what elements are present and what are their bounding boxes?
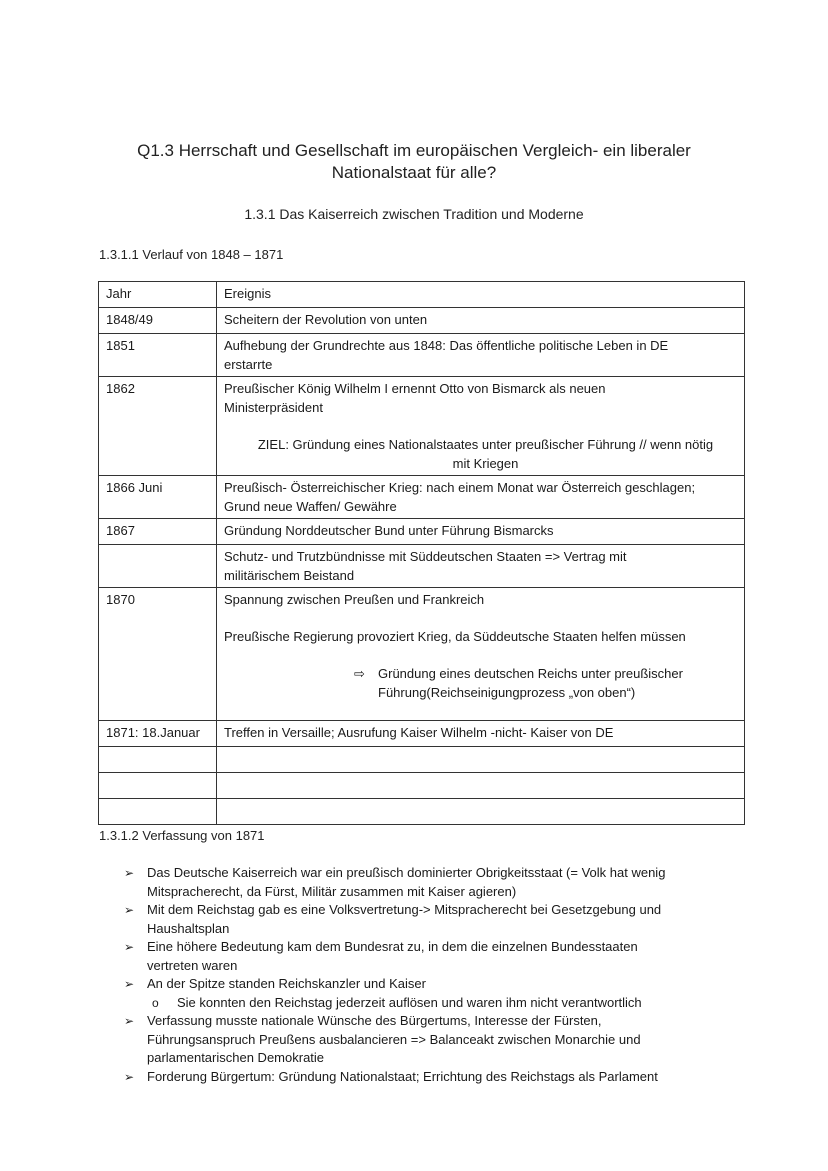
- arrow-bullet-icon: ➢: [124, 940, 135, 954]
- arrow-bullet-icon: ➢: [124, 1069, 135, 1084]
- table-row-empty: [99, 747, 745, 773]
- list-item: ➢ Mit dem Reichstag gab es eine Volksvertretung-> Mitspracherecht bei Gesetzgebung und Haushaltsplan: [124, 902, 662, 936]
- arrow-bullet-icon: ➢: [124, 866, 135, 880]
- table-row: [99, 721, 745, 747]
- event-cell: Preußischer König Wilhelm I ernennt Otto von Bismarck als neuen Ministerpräsident ZIEL: Gründung eines Nationalstaates unter preußischer Führung // wenn nötig mit Kriegen: [217, 377, 745, 476]
- year-cell: 1851: [99, 334, 217, 377]
- list-item: ➢ Eine höhere Bedeutung kam dem Bundesrat zu, in dem die einzelnen Bundesstaaten vertreten waren: [124, 939, 638, 973]
- circle-bullet-icon: o: [152, 995, 159, 1010]
- table-row: [99, 476, 745, 519]
- year-cell: 1866 Juni: [99, 476, 217, 519]
- year-cell: 1848/49: [99, 308, 217, 334]
- header-event: Ereignis: [217, 282, 745, 308]
- list-item: ➢ Verfassung musste nationale Wünsche des Bürgertums, Interesse der Fürsten, Führungsanspruch Preußens ausbalancieren => Balanceakt zwischen Monarchie und parlamentarischen Demokratie: [124, 1013, 641, 1065]
- goal-text: mit Kriegen: [452, 456, 519, 471]
- table-row-empty: [99, 799, 745, 825]
- event-cell: Preußisch- Österreichischer Krieg: nach einem Monat war Österreich geschlagen; Grund neue Waffen/ Gewähre: [217, 476, 745, 519]
- event-cell: Aufhebung der Grundrechte aus 1848: Das öffentliche politische Leben in DE erstarrte: [217, 334, 745, 377]
- event-cell: Schutz- und Trutzbündnisse mit Süddeutschen Staaten => Vertrag mit militärischem Beistand: [217, 545, 745, 588]
- arrow-bullet-icon: ➢: [124, 977, 135, 991]
- list-item: ➢ An der Spitze standen Reichskanzler und Kaiser o Sie konnten den Reichstag jederzeit auflösen und waren ihm nicht verantwortlich: [124, 975, 744, 1012]
- year-cell: 1871: 18.Januar: [99, 721, 217, 747]
- table-header-row: [99, 282, 745, 308]
- arrow-bullet-icon: ➢: [124, 903, 135, 917]
- table-row-empty: [99, 773, 745, 799]
- event-cell: Gründung Norddeutscher Bund unter Führung Bismarcks: [217, 519, 745, 545]
- table-row: [99, 519, 745, 545]
- table-row: [99, 377, 745, 476]
- section-heading-verfassung: 1.3.1.2 Verfassung von 1871: [99, 828, 265, 843]
- arrow-item: ⇨ Gründung eines deutschen Reichs unter preußischer Führung(Reichseinigungprozess „von oben“): [354, 666, 683, 700]
- header-year: Jahr: [99, 282, 217, 308]
- page-subtitle: 1.3.1 Das Kaiserreich zwischen Tradition und Moderne: [244, 206, 584, 222]
- sub-list: [147, 994, 744, 1013]
- goal-text: ZIEL: Gründung eines Nationalstaates unter preußischer Führung // wenn nötig: [257, 437, 714, 452]
- title-line: Nationalstaat für alle?: [331, 163, 497, 182]
- arrow-bullet-icon: ➢: [124, 1014, 135, 1028]
- year-cell: [99, 545, 217, 588]
- year-cell: 1867: [99, 519, 217, 545]
- constitution-bullet-list: [124, 864, 744, 1086]
- event-cell: Spannung zwischen Preußen und Frankreich Preußische Regierung provoziert Krieg, da Süddeutsche Staaten helfen müssen ⇨ Gründung eines deutschen Reichs unter preußischer Führung(Reichseinigungprozess „von oben“): [217, 588, 745, 721]
- table-row: [99, 334, 745, 377]
- list-item: ➢ Forderung Bürgertum: Gründung Nationalstaat; Errichtung des Reichstags als Parlament: [124, 1068, 744, 1087]
- table-row: [99, 588, 745, 721]
- year-cell: 1862: [99, 377, 217, 476]
- list-item: ➢ Das Deutsche Kaiserreich war ein preußisch dominierter Obrigkeitsstaat (= Volk hat wenig Mitspracherecht, da Fürst, Militär zusammen mit Kaiser agieren): [124, 865, 666, 899]
- table-row: [99, 545, 745, 588]
- table-row: [99, 308, 745, 334]
- title-line: Q1.3 Herrschaft und Gesellschaft im europäischen Vergleich- ein liberaler: [137, 141, 691, 160]
- event-cell: Treffen in Versaille; Ausrufung Kaiser Wilhelm -nicht- Kaiser von DE: [217, 721, 745, 747]
- event-cell: Scheitern der Revolution von unten: [217, 308, 745, 334]
- arrow-right-icon: ⇨: [354, 666, 365, 681]
- page-title: [60, 140, 768, 184]
- sub-list-item: o Sie konnten den Reichstag jederzeit auflösen und waren ihm nicht verantwortlich: [124, 994, 744, 1013]
- year-cell: 1870: [99, 588, 217, 721]
- events-table: [98, 281, 745, 825]
- section-heading-verlauf: 1.3.1.1 Verlauf von 1848 – 1871: [99, 247, 284, 262]
